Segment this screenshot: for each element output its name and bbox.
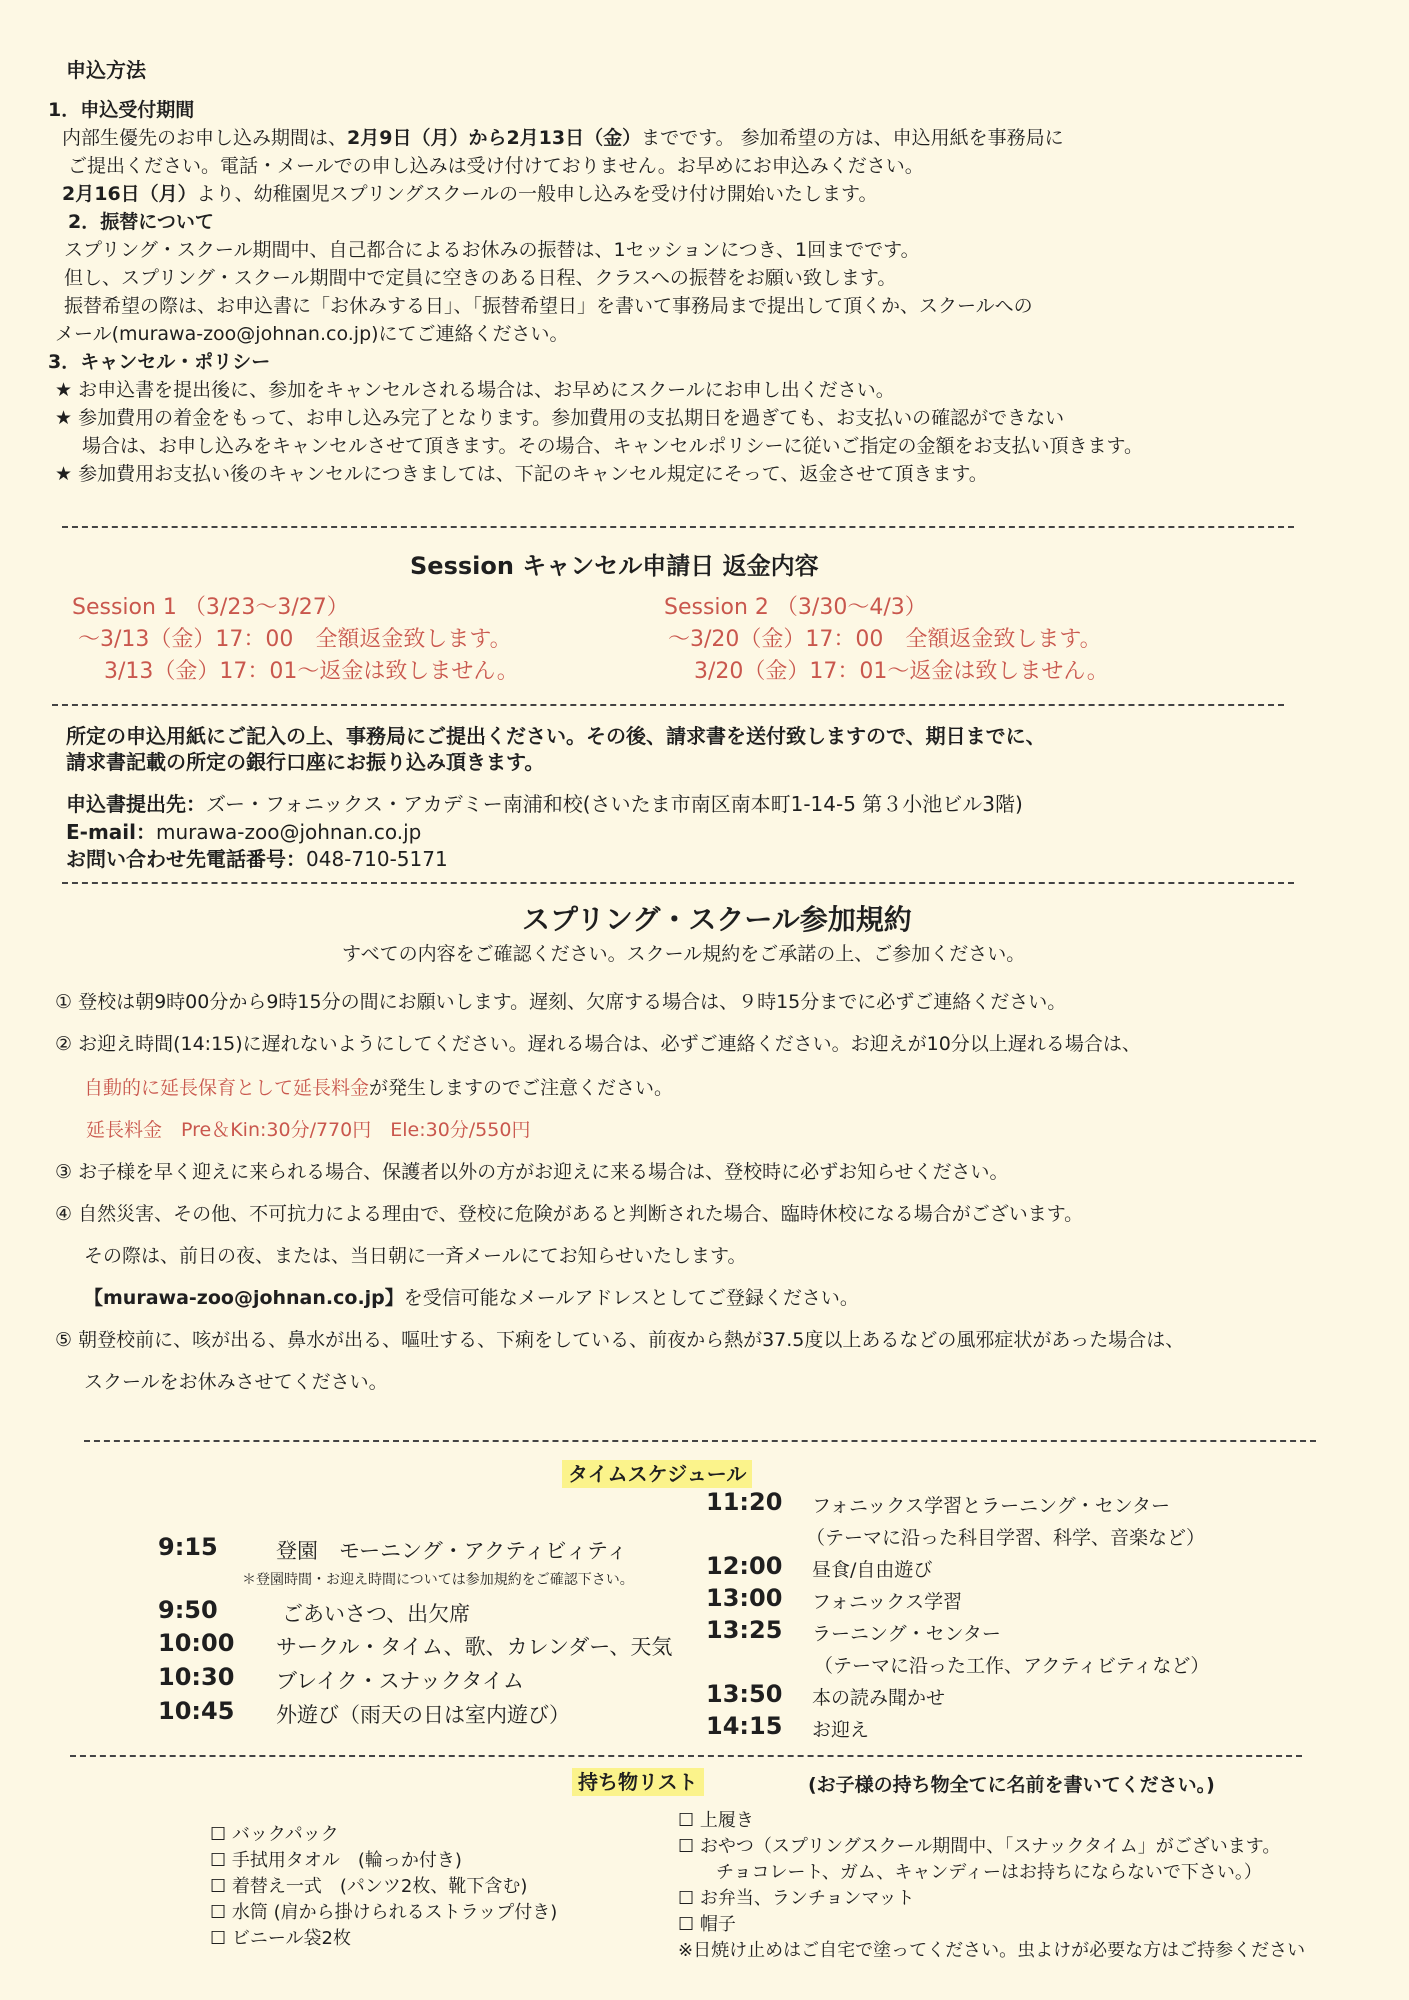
schedule-time: 13:00: [706, 1584, 783, 1612]
schedule-time: 12:00: [706, 1552, 783, 1580]
apply-title: 申込方法: [66, 58, 146, 82]
session1-title: Session 1 （3/23〜3/27）: [72, 595, 349, 620]
apply-period-heading: 1．申込受付期間: [48, 99, 195, 121]
item-water-bottle: ☐ 水筒 (肩から掛けられるストラップ付き): [210, 1902, 558, 1923]
rule-5: ⑤ 朝登校前に、咳が出る、鼻水が出る、嘔吐する、下痢をしている、前夜から熱が37.5度以上あるなどの風邪症状があった場合は、: [55, 1329, 1185, 1351]
refund-heading: Session キャンセル申請日 返金内容: [410, 552, 819, 580]
session2-no-refund: 3/20（金）17：01〜返金は致しません。: [694, 659, 1109, 684]
items-note: (お子様の持ち物全てに名前を書いてください。): [808, 1774, 1215, 1796]
divider: [84, 1440, 1316, 1442]
submit-address: 申込書提出先：ズー・フォニックス・アカデミー南浦和校(さいたま市南区南本町1-14-5 第３小池ビル3階): [66, 792, 1023, 816]
cancel-policy-line2: ★ 参加費用の着金をもって、お申し込み完了となります。参加費用の支払期日を過ぎても、お支払いの確認ができない: [55, 407, 1065, 429]
transfer-line2: 但し、スプリング・スクール期間中で定員に空きのある日程、クラスへの振替をお願い致します。: [64, 267, 897, 289]
submit-tel: お問い合わせ先電話番号：048-710-5171: [66, 847, 448, 871]
apply-period-line2: ご提出ください。電話・メールでの申し込みは受け付けておりません。お早めにお申込みください。: [68, 155, 924, 177]
schedule-activity: フォニックス学習とラーニング・センター: [812, 1495, 1170, 1517]
schedule-time: 14:15: [706, 1712, 783, 1740]
items-title: 持ち物リスト: [572, 1768, 704, 1796]
session2-title: Session 2 （3/30〜4/3）: [664, 595, 927, 620]
rule-4-line2: その際は、前日の夜、または、当日朝に一斉メールにてお知らせいたします。: [84, 1245, 747, 1267]
cancel-policy-line3: 場合は、お申し込みをキャンセルさせて頂きます。その場合、キャンセルポリシーに従いご指定の金額をお支払い頂きます。: [82, 435, 1143, 457]
schedule-title: タイムスケジュール: [562, 1460, 752, 1488]
extension-fee: 延長料金 Pre＆Kin:30分/770円 Ele:30分/550円: [86, 1119, 531, 1141]
item-vinyl-bags: ☐ ビニール袋2枚: [210, 1928, 351, 1949]
schedule-time: 10:30: [158, 1663, 235, 1691]
session1-full-refund: 〜3/13（金）17：00 全額返金致します。: [78, 627, 512, 652]
apply-period-line3: 2月16日（月）より、幼稚園児スプリングスクールの一般申し込みを受け付け開始いたします。: [62, 183, 878, 205]
schedule-note: ＊登園時間・お迎え時間については参加規約をご確認下さい。: [242, 1572, 634, 1588]
item-hat: ☐ 帽子: [678, 1914, 736, 1935]
divider: [52, 704, 1284, 706]
session2-full-refund: 〜3/20（金）17：00 全額返金致します。: [668, 627, 1102, 652]
transfer-line4: メール(murawa-zoo@johnan.co.jp)にてご連絡ください。: [55, 323, 569, 345]
item-backpack: ☐ バックパック: [210, 1824, 339, 1845]
schedule-activity: ブレイク・スナックタイム: [276, 1669, 525, 1693]
submit-line2: 請求書記載の所定の銀行口座にお振り込み頂きます。: [66, 750, 545, 774]
rules-title: スプリング・スクール参加規約: [522, 903, 912, 936]
schedule-time: 10:00: [158, 1629, 235, 1657]
rules-subtitle: すべての内容をご確認ください。スクール規約をご承諾の上、ご参加ください。: [342, 943, 1026, 965]
cancel-policy-line1: ★ お申込書を提出後に、参加をキャンセルされる場合は、お早めにスクールにお申し出ください。: [55, 379, 895, 401]
schedule-time: 11:20: [706, 1488, 783, 1516]
schedule-activity: 昼食/自由遊び: [812, 1559, 933, 1581]
schedule-activity: 本の読み聞かせ: [812, 1687, 946, 1709]
rule-2-line2: 自動的に延長保育として延長料金が発生しますのでご注意ください。: [84, 1077, 674, 1099]
schedule-activity: （テーマに沿った工作、アクティビティなど）: [814, 1655, 1210, 1677]
item-indoor-shoes: ☐ 上履き: [678, 1810, 754, 1831]
schedule-activity: ごあいさつ、出欠席: [282, 1602, 471, 1626]
cancel-policy-line4: ★ 参加費用お支払い後のキャンセルにつきましては、下記のキャンセル規定にそって、返金させて頂きます。: [55, 463, 988, 485]
item-lunch: ☐ お弁当、ランチョンマット: [678, 1888, 915, 1909]
item-change-clothes: ☐ 着替え一式 (パンツ2枚、靴下含む): [210, 1876, 528, 1897]
divider: [62, 882, 1294, 884]
rule-3: ③ お子様を早く迎えに来られる場合、保護者以外の方がお迎えに来る場合は、登校時に必ずお知らせください。: [55, 1161, 1009, 1183]
submit-line1: 所定の申込用紙にご記入の上、事務局にご提出ください。その後、請求書を送付致しますので、期日までに、: [66, 724, 1046, 748]
transfer-line3: 振替希望の際は、お申込書に「お休みする日」、「振替希望日」を書いて事務局まで提出して頂くか、スクールへの: [64, 295, 1033, 317]
apply-period-line1: 内部生優先のお申し込み期間は、2月9日（月）から2月13日（金）までです。 参加希望の方は、申込用紙を事務局に: [62, 127, 1064, 149]
item-sunscreen-note: ※日焼け止めはご自宅で塗ってください。虫よけが必要な方はご持参ください: [678, 1940, 1306, 1961]
session1-no-refund: 3/13（金）17：01〜返金は致しません。: [104, 659, 519, 684]
schedule-activity: 登園 モーニング・アクティビィティ: [276, 1539, 628, 1563]
transfer-heading: 2．振替について: [68, 211, 214, 233]
transfer-line1: スプリング・スクール期間中、自己都合によるお休みの振替は、1セッションにつき、1回までです。: [64, 239, 920, 261]
schedule-activity: サークル・タイム、歌、カレンダー、天気: [276, 1635, 673, 1659]
cancel-policy-heading: 3．キャンセル・ポリシー: [48, 351, 271, 373]
item-towel: ☐ 手拭用タオル (輪っか付き): [210, 1850, 462, 1871]
divider: [62, 526, 1294, 528]
schedule-activity: お迎え: [812, 1719, 870, 1741]
schedule-time: 13:50: [706, 1680, 783, 1708]
schedule-activity: フォニックス学習: [812, 1591, 963, 1613]
schedule-activity: （テーマに沿った科目学習、科学、音楽など）: [806, 1527, 1206, 1549]
rule-1: ① 登校は朝9時00分から9時15分の間にお願いします。遅刻、欠席する場合は、９時15分までに必ずご連絡ください。: [55, 991, 1067, 1013]
schedule-time: 9:50: [158, 1596, 218, 1624]
schedule-activity: ラーニング・センター: [812, 1623, 1001, 1645]
item-snack-note: チョコレート、ガム、キャンディーはお持ちにならないで下さい。）: [716, 1862, 1262, 1883]
schedule-time: 9:15: [158, 1533, 218, 1561]
schedule-activity: 外遊び（雨天の日は室内遊び）: [276, 1703, 570, 1727]
rule-4-line3: 【murawa-zoo@johnan.co.jp】を受信可能なメールアドレスとしてご登録ください。: [84, 1287, 859, 1309]
rule-4: ④ 自然災害、その他、不可抗力による理由で、登校に危険があると判断された場合、臨時休校になる場合がございます。: [55, 1203, 1084, 1225]
divider: [70, 1755, 1302, 1757]
schedule-time: 10:45: [158, 1697, 235, 1725]
submit-email: E-mail：murawa-zoo@johnan.co.jp: [66, 820, 422, 844]
rule-5-line2: スクールをお休みさせてください。: [84, 1371, 388, 1393]
rule-2: ② お迎え時間(14:15)に遅れないようにしてください。遅れる場合は、必ずご連絡ください。お迎えが10分以上遅れる場合は、: [55, 1033, 1141, 1055]
item-snack: ☐ おやつ（スプリングスクール期間中、「スナックタイム」がございます。: [678, 1836, 1281, 1857]
schedule-time: 13:25: [706, 1616, 783, 1644]
